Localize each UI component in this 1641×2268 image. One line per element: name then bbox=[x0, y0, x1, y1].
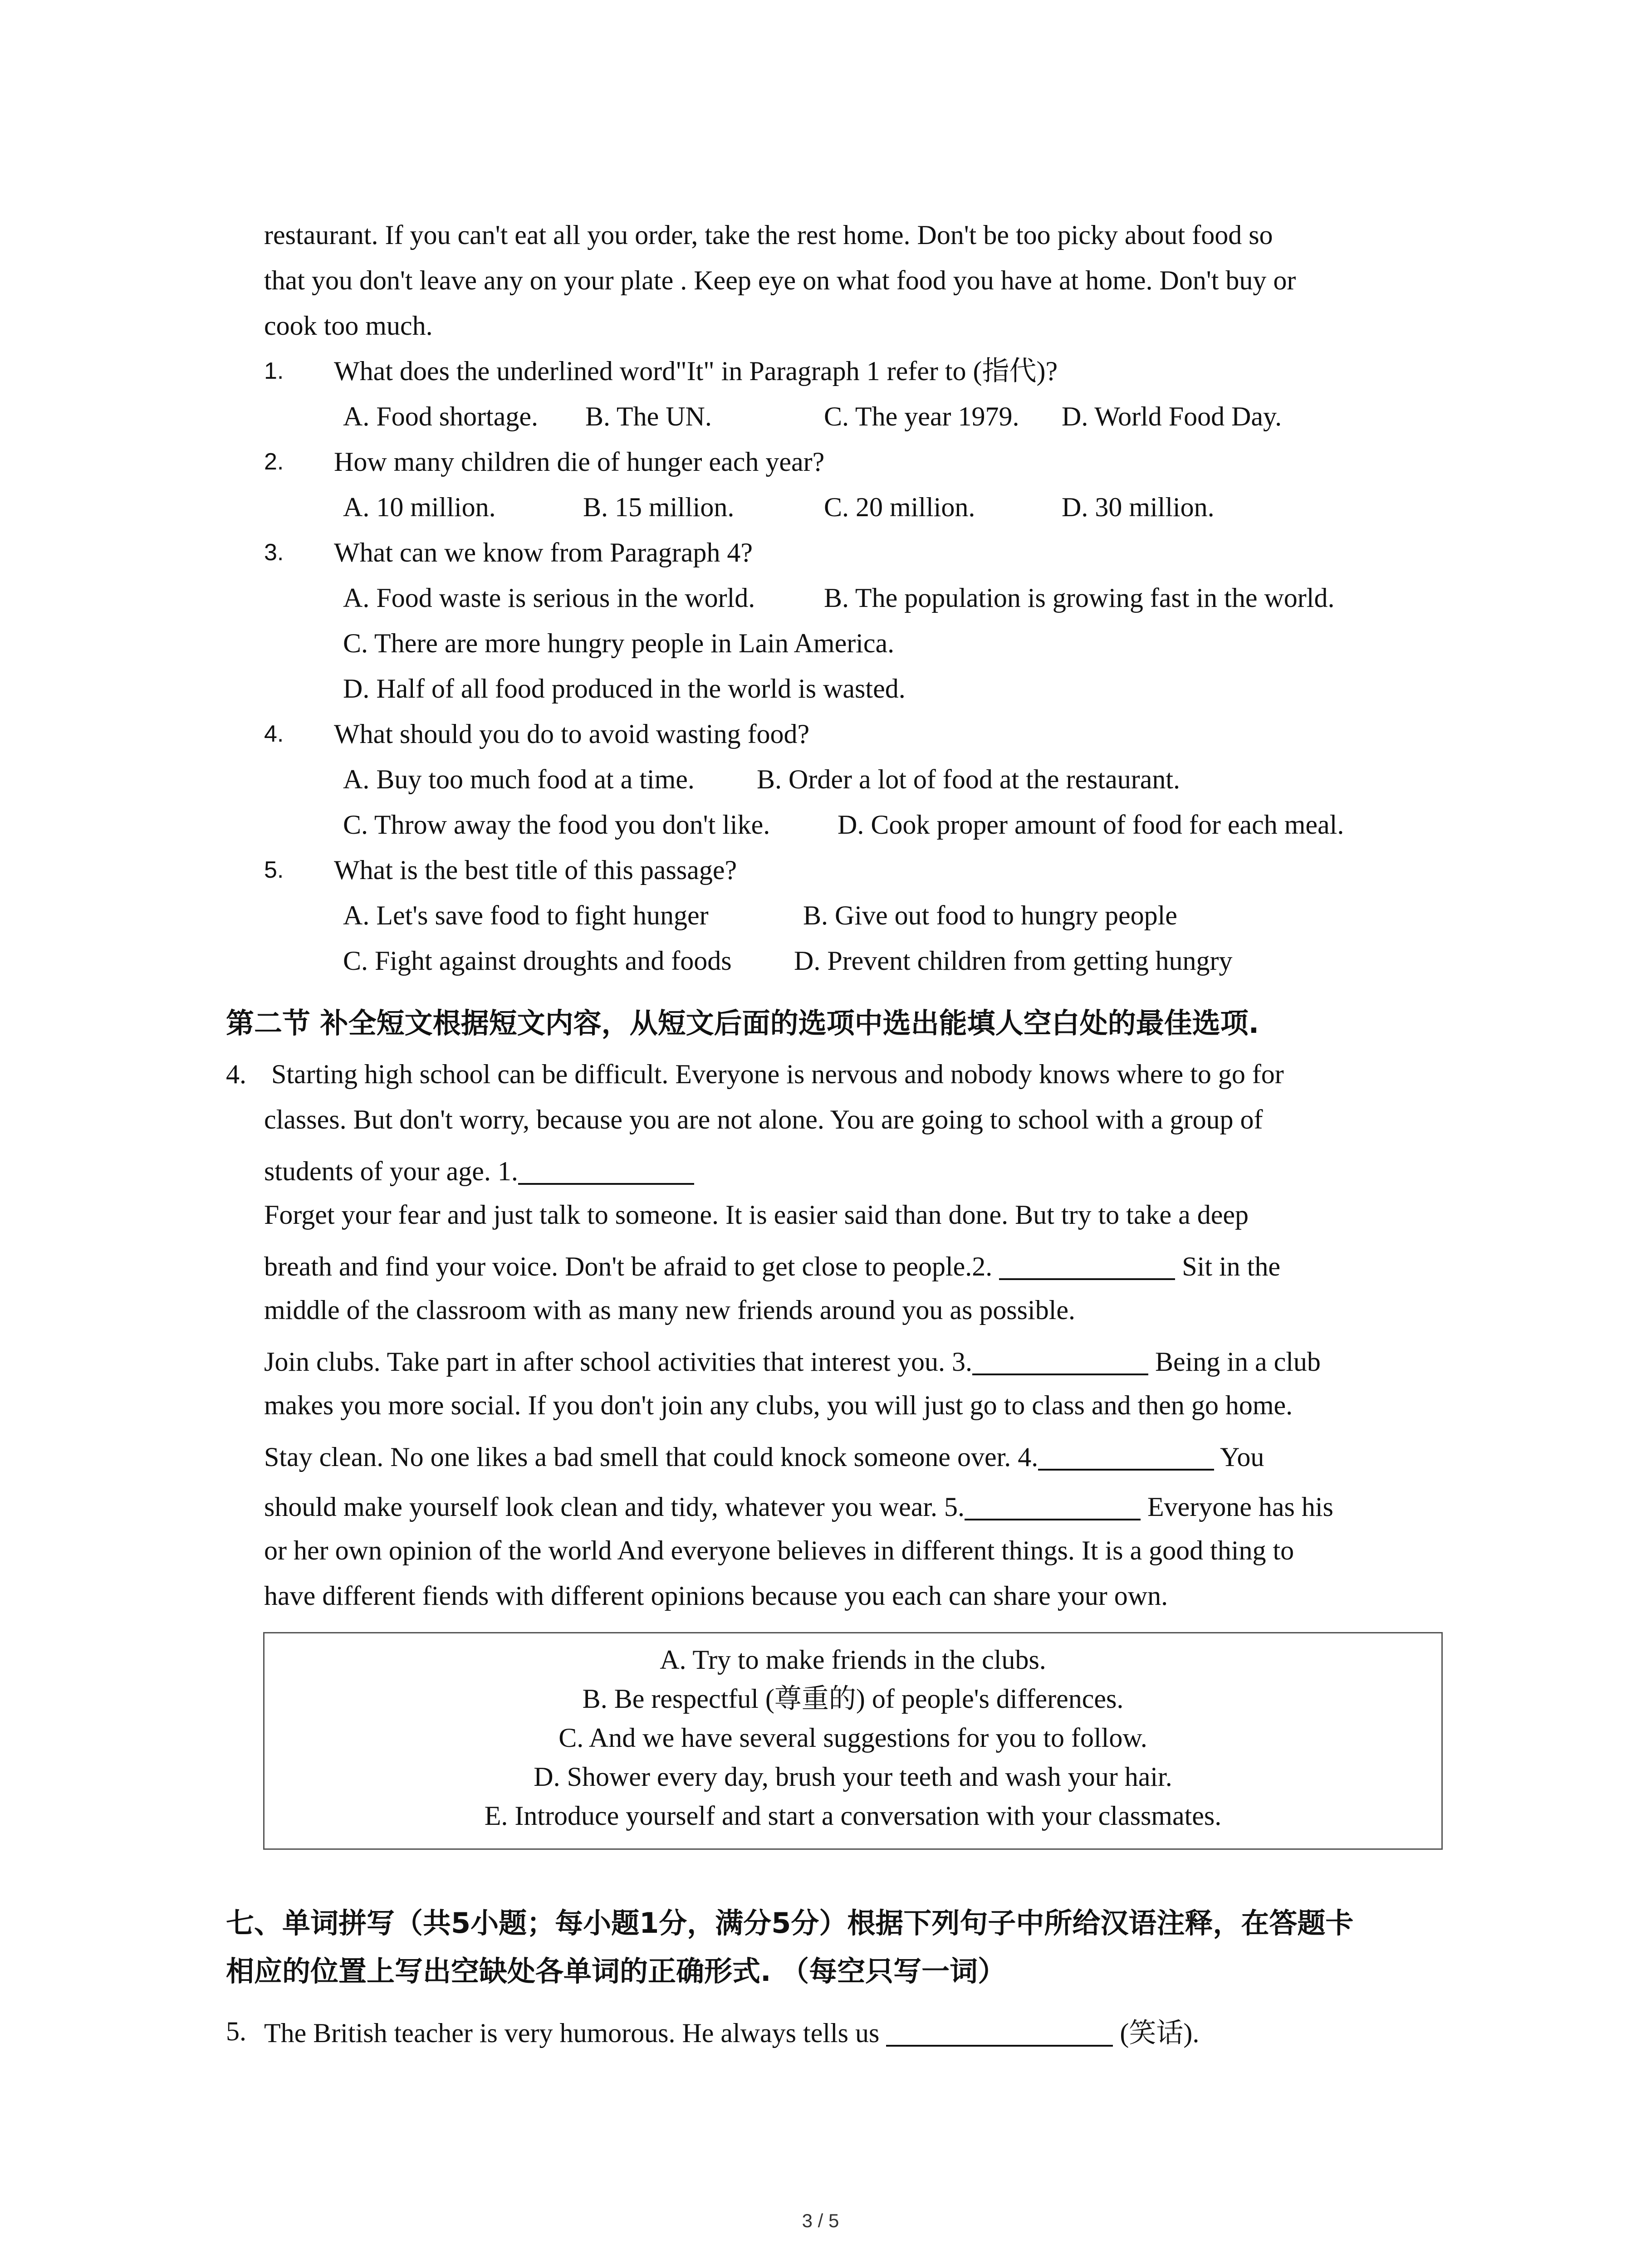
question-number: 4. bbox=[264, 721, 284, 747]
option-c: C. 20 million. bbox=[824, 492, 975, 522]
answer-blank-3[interactable] bbox=[972, 1346, 1148, 1375]
answer-blank-5[interactable] bbox=[965, 1491, 1141, 1520]
option-b: B. Order a lot of food at the restaurant. bbox=[757, 764, 1181, 794]
answer-blank-2[interactable] bbox=[999, 1251, 1175, 1280]
cloze-line: classes. But don't worry, because you are not alone. You are going to school with a group of bbox=[264, 1105, 1263, 1134]
option-c: C. There are more hungry people in Lain America. bbox=[343, 628, 895, 658]
option-c: C. Throw away the food you don't like. bbox=[343, 810, 770, 840]
question-number: 1. bbox=[264, 358, 284, 384]
cloze-text: students of your age. 1. bbox=[264, 1156, 518, 1186]
option-c: C. The year 1979. bbox=[824, 401, 1019, 431]
cloze-line: Starting high school can be difficult. Everyone is nervous and nobody knows where to go for bbox=[271, 1059, 1284, 1089]
passage-line: restaurant. If you can't eat all you order, take the rest home. Don't be too picky about food so bbox=[264, 220, 1273, 250]
option-a: A. Let's save food to fight hunger bbox=[343, 900, 709, 930]
cloze-text: should make yourself look clean and tidy, whatever you wear. 5. bbox=[264, 1492, 965, 1522]
passage-line: that you don't leave any on your plate . Keep eye on what food you have at home. Don't buy or bbox=[264, 265, 1296, 295]
question-number: 5. bbox=[264, 857, 284, 883]
spelling-line bbox=[264, 2018, 1199, 2047]
cloze-line: makes you more social. If you don't join any clubs, you will just go to class and then go home. bbox=[264, 1390, 1293, 1420]
answer-blank-1[interactable] bbox=[518, 1156, 694, 1185]
cloze-text: You bbox=[1220, 1442, 1264, 1472]
option-d: D. Prevent children from getting hungry bbox=[794, 946, 1233, 976]
spelling-answer-blank[interactable] bbox=[886, 2018, 1113, 2047]
question-text: How many children die of hunger each year? bbox=[334, 447, 825, 477]
cloze-line: middle of the classroom with as many new friends around you as possible. bbox=[264, 1295, 1075, 1325]
option-b: B. The UN. bbox=[585, 401, 712, 431]
cloze-text: Being in a club bbox=[1155, 1347, 1321, 1377]
cloze-line bbox=[264, 1491, 1333, 1520]
cloze-text: Stay clean. No one likes a bad smell that could knock someone over. 4. bbox=[264, 1442, 1038, 1472]
box-option-e: E. Introduce yourself and start a conversation with your classmates. bbox=[484, 1801, 1222, 1831]
question-text: What does the underlined word"It" in Paragraph 1 refer to (指代)? bbox=[334, 356, 1058, 386]
spelling-hint: (笑话). bbox=[1120, 2018, 1200, 2048]
question-text: What should you do to avoid wasting food? bbox=[334, 719, 810, 749]
box-option-c: C. And we have several suggestions for you to follow. bbox=[558, 1723, 1147, 1753]
option-b: B. Give out food to hungry people bbox=[803, 900, 1177, 930]
cloze-line bbox=[264, 1346, 1321, 1375]
option-d: D. Cook proper amount of food for each meal. bbox=[838, 810, 1344, 840]
option-d: D. Half of all food produced in the world is wasted. bbox=[343, 674, 906, 704]
cloze-number: 4. bbox=[226, 1059, 246, 1089]
question-text: What is the best title of this passage? bbox=[334, 855, 737, 885]
option-c: C. Fight against droughts and foods bbox=[343, 946, 732, 976]
option-a: A. Food shortage. bbox=[343, 401, 538, 431]
cloze-text: breath and find your voice. Don't be afraid to get close to people.2. bbox=[264, 1251, 993, 1281]
section-heading: 相应的位置上写出空缺处各单词的正确形式. （每空只写一词） bbox=[226, 1955, 1006, 1988]
box-option-d: D. Shower every day, brush your teeth and wash your hair. bbox=[534, 1762, 1172, 1792]
cloze-line bbox=[264, 1251, 1280, 1280]
option-d: D. 30 million. bbox=[1062, 492, 1215, 522]
spelling-number: 5. bbox=[226, 2016, 246, 2046]
question-number: 3. bbox=[264, 539, 284, 566]
option-a: A. Buy too much food at a time. bbox=[343, 764, 695, 794]
cloze-line: have different fiends with different opinions because you each can share your own. bbox=[264, 1581, 1168, 1611]
spelling-text: The British teacher is very humorous. He always tells us bbox=[264, 2018, 880, 2048]
answer-blank-4[interactable] bbox=[1038, 1442, 1214, 1471]
options-box bbox=[263, 1632, 1443, 1850]
question-text: What can we know from Paragraph 4? bbox=[334, 538, 753, 567]
box-option-a: A. Try to make friends in the clubs. bbox=[660, 1645, 1046, 1675]
option-a: A. Food waste is serious in the world. bbox=[343, 583, 755, 613]
section-heading: 七、单词拼写（共5小题；每小题1分，满分5分）根据下列句子中所给汉语注释，在答题卡 bbox=[226, 1906, 1354, 1940]
page-number: 3 / 5 bbox=[802, 2210, 839, 2231]
box-option-b: B. Be respectful (尊重的) of people's differences. bbox=[582, 1684, 1124, 1714]
cloze-text: Sit in the bbox=[1182, 1251, 1280, 1281]
cloze-line: or her own opinion of the world And everyone believes in different things. It is a good thing to bbox=[264, 1535, 1294, 1565]
cloze-line bbox=[264, 1442, 1264, 1471]
option-a: A. 10 million. bbox=[343, 492, 496, 522]
cloze-line bbox=[264, 1156, 694, 1185]
cloze-text: Everyone has his bbox=[1147, 1492, 1333, 1522]
option-b: B. 15 million. bbox=[583, 492, 735, 522]
option-b: B. The population is growing fast in the world. bbox=[824, 583, 1335, 613]
section-heading: 第二节 补全短文根据短文内容，从短文后面的选项中选出能填人空白处的最佳选项. bbox=[226, 1007, 1259, 1040]
cloze-line: Forget your fear and just talk to someone. It is easier said than done. But try to take a deep bbox=[264, 1200, 1249, 1230]
cloze-text: Join clubs. Take part in after school activities that interest you. 3. bbox=[264, 1347, 972, 1377]
option-d: D. World Food Day. bbox=[1062, 401, 1282, 431]
passage-line: cook too much. bbox=[264, 311, 433, 341]
question-number: 2. bbox=[264, 449, 284, 475]
